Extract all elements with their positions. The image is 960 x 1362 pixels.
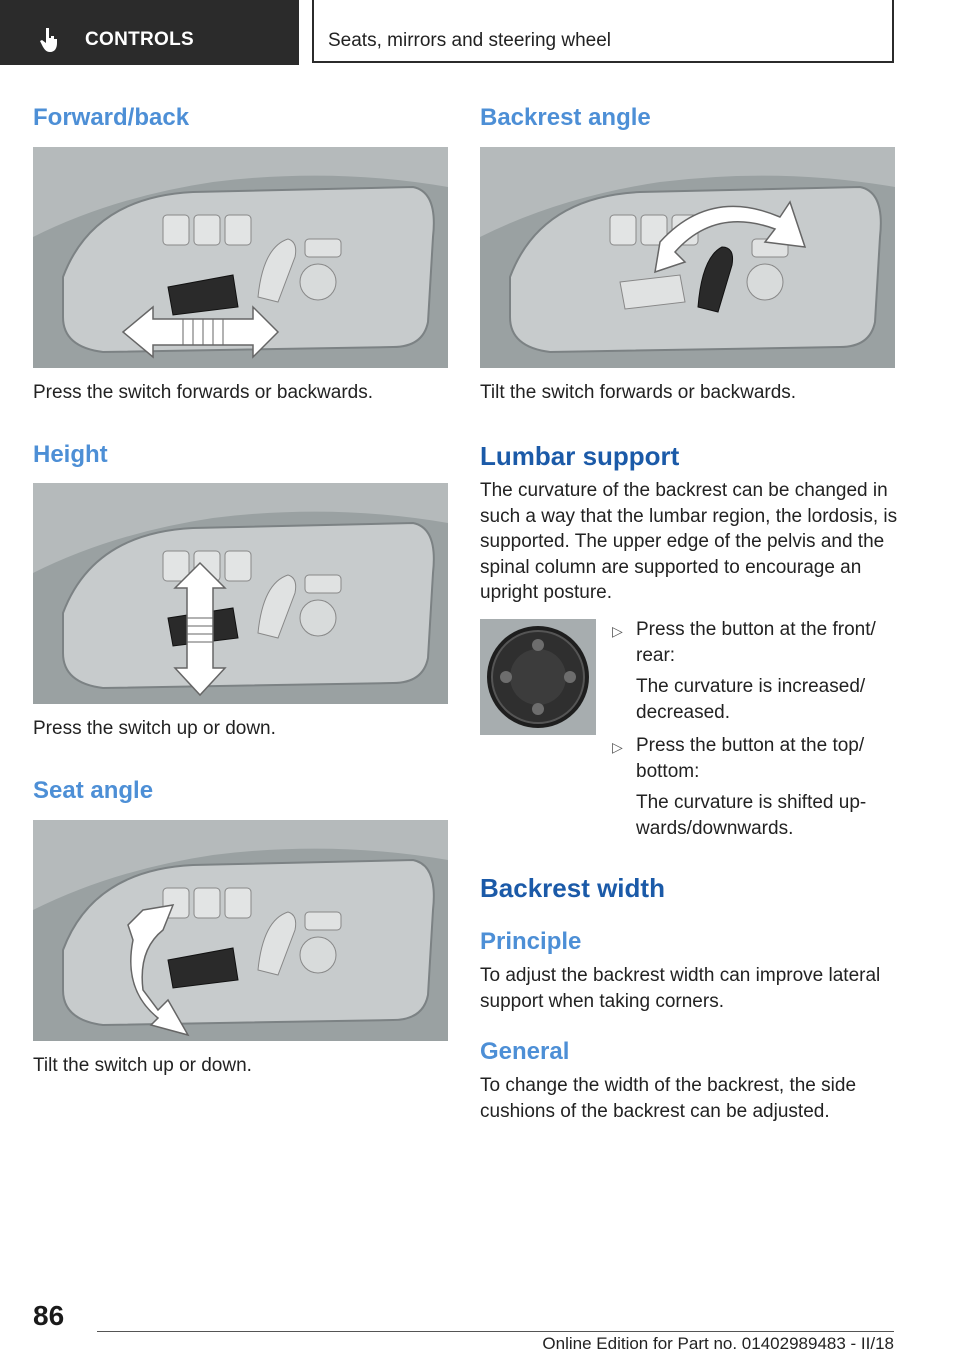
heading-height: Height [33,441,108,468]
bullet-result: The curvature is increased/ decreased. [636,676,866,723]
bullet-result: The curvature is shifted up- wards/downwards. [636,792,867,839]
forward-back-figure [33,147,448,368]
section-label: CONTROLS [85,29,195,50]
heading-lumbar-support: Lumbar support [480,441,680,471]
bullet-action: Press the button at the front/ rear: [636,619,876,666]
heading-backrest-width: Backrest width [480,873,665,903]
section-tab [0,0,299,65]
list-item [610,617,896,725]
seat-angle-caption: Tilt the switch up or down. [33,1055,252,1076]
footer-edition: Online Edition for Part no. 01402989483 - II/18 [542,1334,894,1353]
chapter-title: Seats, mirrors and steering wheel [328,30,612,51]
height-figure [33,483,448,704]
heading-general: General [480,1038,570,1065]
seat-angle-figure [33,820,448,1041]
heading-forward-back: Forward/back [33,104,190,131]
page-number: 86 [33,1300,65,1331]
pointing-hand-icon [40,27,60,53]
footer-divider [97,1331,894,1332]
principle-text: To adjust the backrest width can improve lateral support when taking corners. [480,965,881,1012]
triangle-bullet-icon: ▷ [612,623,623,639]
backrest-angle-caption: Tilt the switch forwards or backwards. [480,382,797,403]
triangle-bullet-icon: ▷ [612,739,623,755]
lumbar-knob-figure [480,619,596,735]
backrest-angle-figure [480,147,895,368]
general-text: To change the width of the backrest, the side cushions of the backrest can be adjusted. [480,1075,857,1122]
forward-back-caption: Press the switch forwards or backwards. [33,382,374,403]
bullet-action: Press the button at the top/ bottom: [636,735,865,782]
heading-principle: Principle [480,928,582,955]
lumbar-support-text: The curvature of the backrest can be changed in such a way that the lumbar region, the lordosis, is supported. The upper edge of the pelvis and the spinal column are supported to encourage an upright posture. [480,480,898,603]
heading-seat-angle: Seat angle [33,777,154,804]
height-caption: Press the switch up or down. [33,718,276,739]
heading-backrest-angle: Backrest angle [480,104,651,131]
chapter-title-box [312,0,894,63]
lumbar-bullet-list [610,617,896,841]
list-item [610,733,896,841]
